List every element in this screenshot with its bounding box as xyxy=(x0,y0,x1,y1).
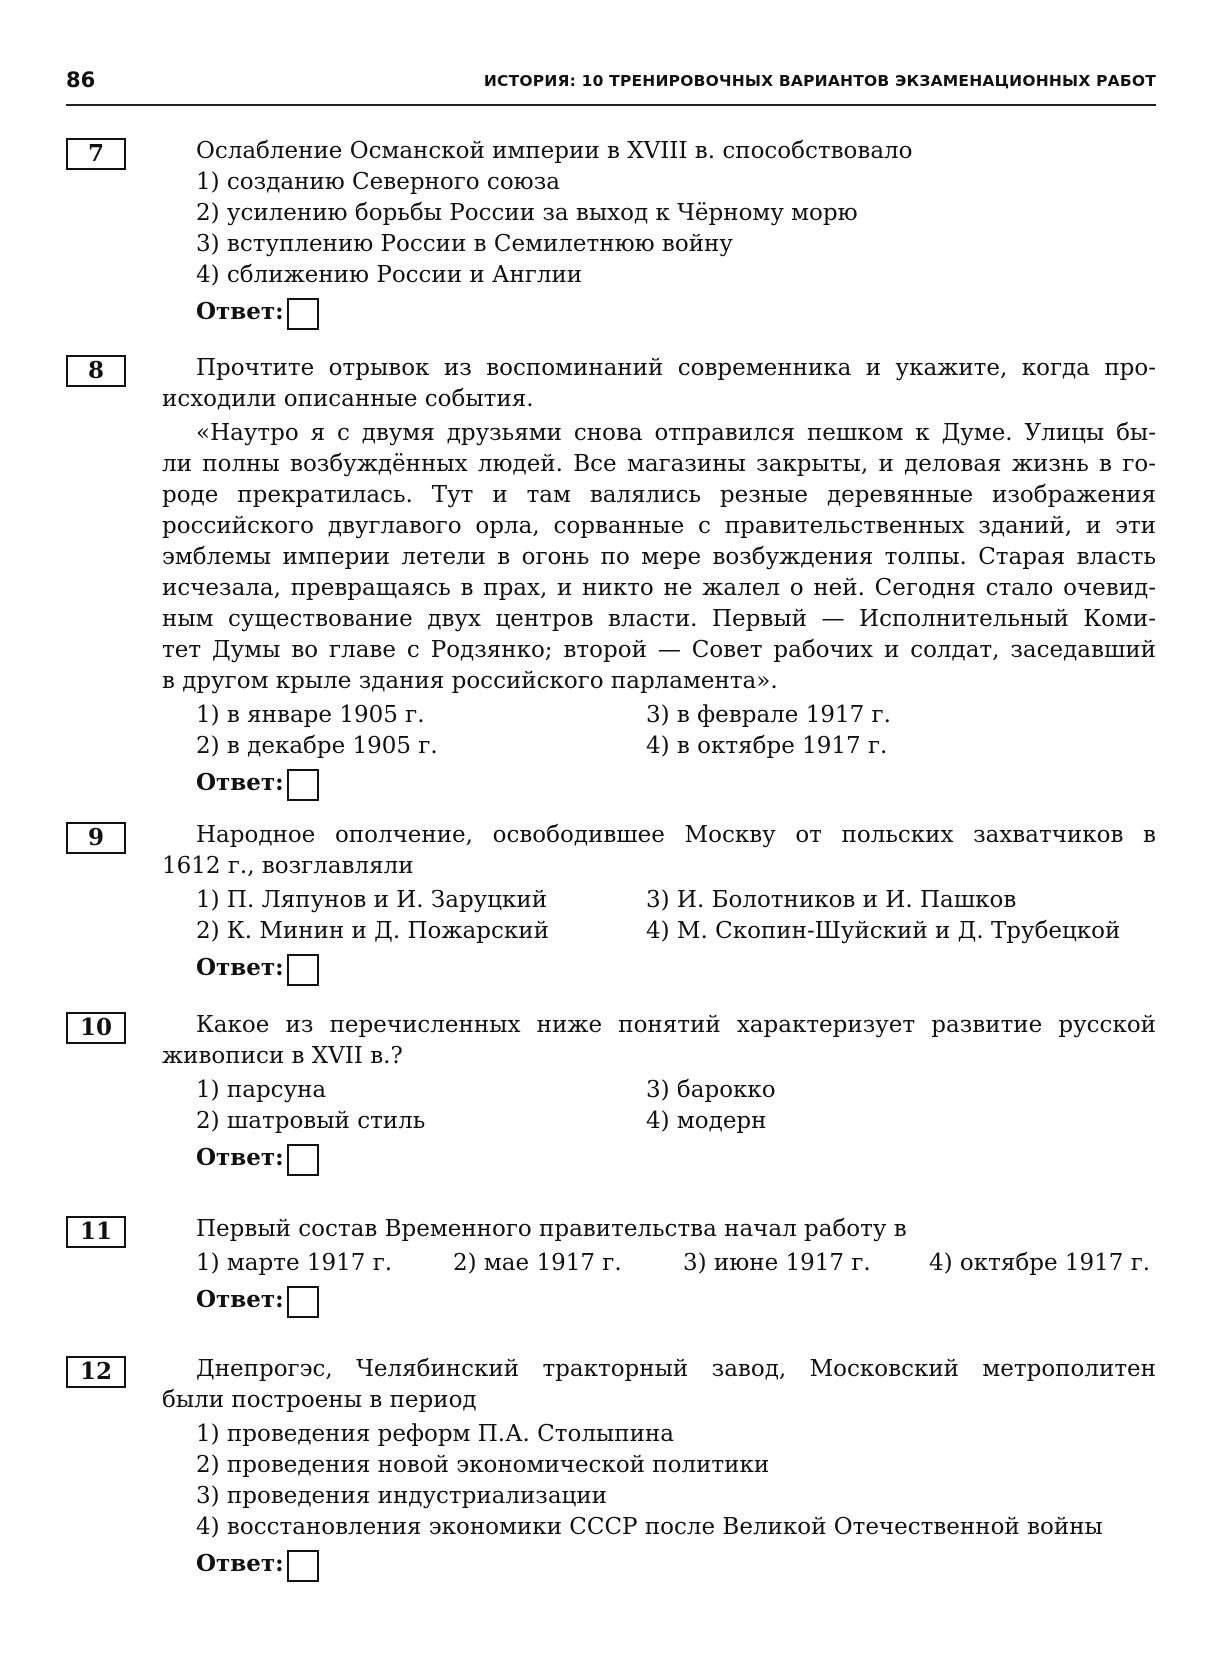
task-number-box: 9 xyxy=(66,822,126,854)
quote-line: российского двуглавого орла, сорванные с правительственных зданий, и эти xyxy=(162,513,1156,539)
answer-label: Ответ: xyxy=(196,769,284,796)
question-text: Народное ополчение, освободившее Москву от польских захватчиков в xyxy=(196,822,1156,848)
answer-input[interactable] xyxy=(287,1550,319,1582)
running-title: ИСТОРИЯ: 10 ТРЕНИРОВОЧНЫХ ВАРИАНТОВ ЭКЗАМЕНАЦИОННЫХ РАБОТ xyxy=(483,72,1156,90)
quote-line: эмблемы империи летели в огонь по мере возбуждения толпы. Старая власть xyxy=(162,544,1156,570)
option-4: 4) в октябре 1917 г. xyxy=(646,733,888,759)
task-number-box: 12 xyxy=(66,1356,126,1388)
option-2: 2) в декабре 1905 г. xyxy=(196,733,438,759)
task-number-box: 11 xyxy=(66,1216,126,1248)
option-3: 3) барокко xyxy=(646,1077,776,1103)
answer-input[interactable] xyxy=(287,1144,319,1176)
option-1: 1) парсуна xyxy=(196,1077,327,1103)
option-1: 1) марте 1917 г. xyxy=(196,1250,393,1276)
answer-input[interactable] xyxy=(287,298,319,330)
answer-input[interactable] xyxy=(287,769,319,801)
answer-label: Ответ: xyxy=(196,1550,284,1577)
option-3: 3) июне 1917 г. xyxy=(683,1250,871,1276)
quote-line: роде прекратилась. Тут и там валялись резные деревянные изображения xyxy=(162,482,1156,508)
option-2: 2) проведения новой экономической политики xyxy=(196,1452,770,1478)
answer-label: Ответ: xyxy=(196,954,284,981)
option-1: 1) созданию Северного союза xyxy=(196,169,560,195)
answer-label: Ответ: xyxy=(196,1144,284,1171)
task-number-box: 10 xyxy=(66,1012,126,1044)
option-2: 2) мае 1917 г. xyxy=(453,1250,622,1276)
quote-line: ным существование двух центров власти. Первый — Исполнительный Коми- xyxy=(162,606,1156,632)
option-4: 4) М. Скопин-Шуйский и Д. Трубецкой xyxy=(646,918,1121,944)
option-4: 4) восстановления экономики СССР после Великой Отечественной войны xyxy=(196,1514,1103,1540)
question-text: Какое из перечисленных ниже понятий характеризует развитие русской xyxy=(196,1012,1156,1038)
option-1: 1) в январе 1905 г. xyxy=(196,702,425,728)
option-2: 2) К. Минин и Д. Пожарский xyxy=(196,918,549,944)
option-4: 4) сближению России и Англии xyxy=(196,262,583,288)
question-text: живописи в XVII в.? xyxy=(162,1043,403,1069)
option-1: 1) проведения реформ П.А. Столыпина xyxy=(196,1421,674,1447)
page-header xyxy=(66,64,1156,106)
question-text: Прочтите отрывок из воспоминаний современника и укажите, когда про- xyxy=(196,355,1156,381)
quote-line: в другом крыле здания российского парламента». xyxy=(162,668,778,694)
option-2: 2) усилению борьбы России за выход к Чёрному морю xyxy=(196,200,858,226)
task-number-box: 7 xyxy=(66,138,126,170)
quote-line: «Наутро я с двумя друзьями снова отправился пешком к Думе. Улицы бы- xyxy=(196,420,1156,446)
quote-line: ли полны возбуждённых людей. Все магазины закрыты, и деловая жизнь в го- xyxy=(162,451,1156,477)
option-3: 3) вступлению России в Семилетнюю войну xyxy=(196,231,733,257)
question-text: исходили описанные события. xyxy=(162,386,534,412)
question-text: Первый состав Временного правительства начал работу в xyxy=(196,1216,907,1242)
question-text: были построены в период xyxy=(162,1387,477,1413)
option-4: 4) октябре 1917 г. xyxy=(929,1250,1151,1276)
answer-input[interactable] xyxy=(287,954,319,986)
option-4: 4) модерн xyxy=(646,1108,767,1134)
quote-line: тет Думы во главе с Родзянко; второй — Совет рабочих и солдат, заседавший xyxy=(162,637,1156,663)
option-3: 3) в феврале 1917 г. xyxy=(646,702,891,728)
question-text: Днепрогэс, Челябинский тракторный завод, Московский метрополитен xyxy=(196,1356,1156,1382)
option-3: 3) проведения индустриализации xyxy=(196,1483,608,1509)
page-number: 86 xyxy=(66,68,96,92)
task-number-box: 8 xyxy=(66,355,126,387)
answer-label: Ответ: xyxy=(196,298,284,325)
option-1: 1) П. Ляпунов и И. Заруцкий xyxy=(196,887,548,913)
question-text: 1612 г., возглавляли xyxy=(162,853,414,879)
answer-label: Ответ: xyxy=(196,1286,284,1313)
option-2: 2) шатровый стиль xyxy=(196,1108,426,1134)
option-3: 3) И. Болотников и И. Пашков xyxy=(646,887,1017,913)
quote-line: исчезала, превращаясь в прах, и никто не жалел о ней. Сегодня стало очевид- xyxy=(162,575,1156,601)
question-text: Ослабление Османской империи в XVIII в. способствовало xyxy=(196,138,913,164)
answer-input[interactable] xyxy=(287,1286,319,1318)
